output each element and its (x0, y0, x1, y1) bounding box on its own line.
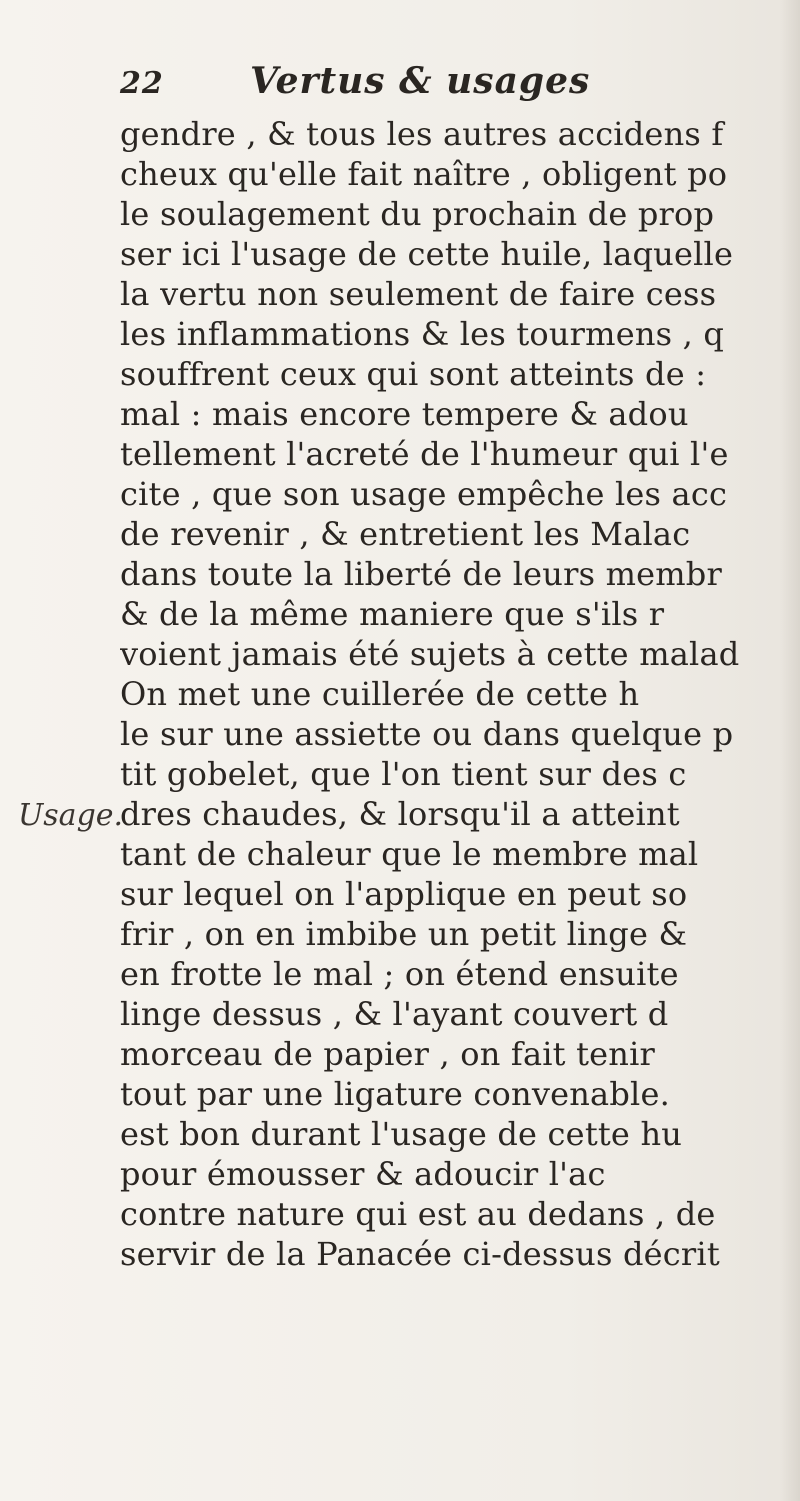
page-number: 22 (120, 66, 164, 101)
text-line-15: On met une cuillerée de cette h (120, 675, 640, 713)
text-line-19: tant de chaleur que le membre mal (120, 835, 699, 873)
text-line-11: de revenir , & entretient les Malac (120, 515, 691, 553)
text-line-14: voient jamais été sujets à cette malad (120, 635, 740, 673)
text-line-20: sur lequel on l'applique en peut so (120, 875, 688, 913)
text-line-25: tout par une ligature convenable. (120, 1075, 670, 1113)
text-line-18: dres chaudes, & lorsqu'il a atteint (120, 795, 680, 833)
text-line-9: tellement l'acreté de l'humeur qui l'e (120, 435, 729, 473)
text-line-5: la vertu non seulement de faire cess (120, 275, 717, 313)
text-line-13: & de la même maniere que s'ils r (120, 595, 665, 633)
body-text (120, 114, 800, 1314)
running-title: Vertus & usages (250, 60, 591, 102)
text-line-28: contre nature qui est au dedans , de (120, 1195, 716, 1233)
text-line-12: dans toute la liberté de leurs membr (120, 555, 722, 593)
text-line-1: gendre , & tous les autres accidens f (120, 115, 724, 153)
text-line-16: le sur une assiette ou dans quelque p (120, 715, 734, 753)
page-header (100, 58, 700, 108)
margin-note: Usage. (18, 798, 124, 833)
text-line-3: le soulagement du prochain de prop (120, 195, 715, 233)
text-line-22: en frotte le mal ; on étend ensuite (120, 955, 679, 993)
text-line-4: ser ici l'usage de cette huile, laquelle (120, 235, 734, 273)
text-line-7: souffrent ceux qui sont atteints de : (120, 355, 707, 393)
text-line-21: frir , on en imbibe un petit linge & (120, 915, 688, 953)
text-line-2: cheux qu'elle fait naître , obligent po (120, 155, 728, 193)
text-line-17: tit gobelet, que l'on tient sur des c (120, 755, 687, 793)
text-line-27: pour émousser & adoucir l'ac (120, 1155, 606, 1193)
text-line-24: morceau de papier , on fait tenir (120, 1035, 656, 1073)
text-line-8: mal : mais encore tempere & adou (120, 395, 689, 433)
text-line-10: cite , que son usage empêche les acc (120, 475, 728, 513)
text-line-23: linge dessus , & l'ayant couvert d (120, 995, 669, 1033)
text-line-26: est bon durant l'usage de cette hu (120, 1115, 683, 1153)
text-line-29: servir de la Panacée ci-dessus décrit (120, 1235, 720, 1273)
text-line-6: les inflammations & les tourmens , q (120, 315, 725, 353)
